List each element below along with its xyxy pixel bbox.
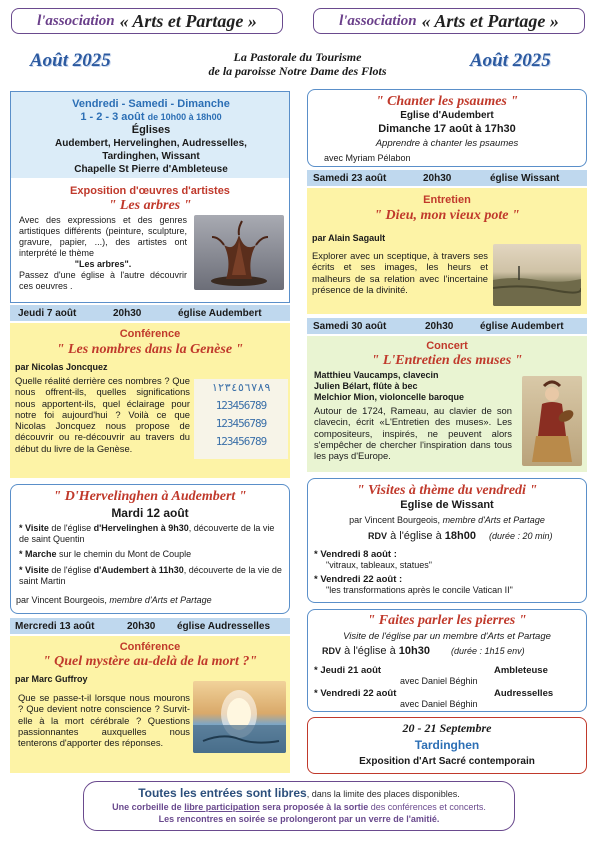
expo-text <box>19 215 187 292</box>
pierres-place-2: Audresselles <box>494 688 554 699</box>
churches-chapel: Chapelle St Pierre d'Ambleteuse <box>74 164 228 175</box>
samedi23-title: " Dieu, mon vieux pote " <box>374 208 520 223</box>
rdv-duration: (durée : 1h15 env) <box>451 646 525 656</box>
visites-by <box>308 515 586 525</box>
rdv-label: RDV <box>322 646 342 656</box>
numbers-row: ١٢٣٤٥٦٧٨٩ <box>211 381 271 394</box>
guide-role: membre d'Arts et Partage <box>109 595 212 605</box>
visites-date-1: * Vendredi 8 août : <box>314 549 397 560</box>
expo-name: " Les arbres " <box>108 198 192 213</box>
pierres-place-1: Ambleteuse <box>494 665 548 676</box>
septembre-dates: 20 - 21 Septembre <box>402 721 492 735</box>
psaumes-date: Dimanche 17 août à 17h30 <box>378 123 516 135</box>
jeudi7-panel <box>10 323 290 478</box>
association-name: « Arts et Partage » <box>421 10 559 31</box>
footer-line-2 <box>84 802 514 812</box>
visites-date-2: * Vendredi 22 août : <box>314 574 403 585</box>
month-title-left: Août 2025 <box>30 50 111 71</box>
basket-exit: sera proposée à la sortie <box>259 802 369 812</box>
numbers-image <box>194 379 288 459</box>
mercredi13-speaker: par Marc Guffroy <box>15 674 88 684</box>
numbers-row: 123456789 <box>215 435 267 448</box>
title-line-1: La Pastorale du Tourisme <box>233 50 362 64</box>
hervelinghen-by <box>16 595 212 605</box>
churches-header <box>11 92 290 178</box>
visit-description: , découverte de la vie de saint Martin <box>19 565 282 586</box>
guide-role: membre d'Arts et Partage <box>442 515 545 525</box>
page-title <box>160 50 435 78</box>
rdv-text: à l'église à <box>387 530 445 542</box>
pierres-date-2: * Vendredi 22 août <box>314 688 397 699</box>
rdv-text: à l'église à <box>341 645 399 657</box>
visites-topic-2: "les transformations après le concile Vatican II" <box>326 585 513 595</box>
pierres-subtitle: Visite de l'église par un membre d'Arts et Partage <box>343 631 551 642</box>
mercredi13-bar <box>10 618 290 634</box>
jeudi7-speaker: par Nicolas Joncquez <box>15 362 108 372</box>
association-name: « Arts et Partage » <box>119 10 257 31</box>
samedi23-speaker: par Alain Sagault <box>312 233 386 243</box>
samedi30-title: " L'Entretien des muses " <box>371 353 523 368</box>
churches-hours: de 10h00 à 18h00 <box>147 112 222 122</box>
hervelinghen-item-2 <box>19 549 285 559</box>
samedi30-musicians <box>314 370 464 403</box>
jeudi7-bar <box>10 305 290 321</box>
psaumes-title: " Chanter les psaumes " <box>375 94 519 109</box>
mercredi13-date: Mercredi 13 août <box>15 620 95 632</box>
jeudi7-date: Jeudi 7 août <box>18 307 77 319</box>
rdv-label: RDV <box>368 531 388 541</box>
churches-dates: 1 - 2 - 3 août <box>80 111 145 123</box>
samedi30-date: Samedi 30 août <box>313 320 387 332</box>
basket-events: des conférences et concerts. <box>368 802 486 812</box>
samedi30-panel <box>307 336 587 472</box>
samedi23-bar <box>307 170 587 186</box>
visites-church: Eglise de Wissant <box>400 499 494 511</box>
pierres-with-2: avec Daniel Béghin <box>400 699 478 709</box>
title-line-2: de la paroisse Notre Dame des Flots <box>208 64 387 78</box>
visites-topic-1: "vitraux, tableaux, statues" <box>326 560 432 570</box>
psaumes-text: Apprendre à chanter les psaumes <box>375 138 519 149</box>
septembre-text: Exposition d'Art Sacré contemporain <box>359 756 535 767</box>
mercredi13-place: église Audresselles <box>177 620 271 632</box>
expo-title: Exposition d'œuvres d'artistes <box>70 185 230 197</box>
rdv-time: 18h00 <box>444 530 476 542</box>
samedi30-text: Autour de 1724, Rameau, au clavier de son clavecin, écrit «L'Entretien des muses». Les compositeurs, inspirés, ne peuvent alors s'empêcher de chercher l'inspiration dans tous les pays d'Europe. <box>314 405 512 462</box>
visites-title: " Visites à thème du vendredi " <box>356 483 538 498</box>
footer-line-3: Les rencontres en soirée se prolongeront par un verre de l'amitié. <box>158 814 440 824</box>
psaumes-with: avec Myriam Pélabon <box>324 153 411 163</box>
footer-line-1 <box>84 786 514 800</box>
samedi23-date: Samedi 23 août <box>313 172 387 184</box>
musician: Melchior Mion, violoncelle baroque <box>314 392 465 402</box>
hervelinghen-date: Mardi 12 août <box>111 506 189 520</box>
mercredi13-title: " Quel mystère au-delà de la mort ?" <box>42 654 258 669</box>
egg-landscape-image <box>193 681 286 753</box>
visit-text: de l'église <box>48 565 94 575</box>
tree-sculpture-image <box>194 215 284 290</box>
samedi23-kind: Entretien <box>423 194 471 206</box>
psaumes-panel <box>307 89 587 167</box>
visit-description: , découverte de la vie de saint Quentin <box>19 523 275 544</box>
jeudi7-text: Quelle réalité derrière ces nombres ? Que nous offrent-ils, quelles significations nous apportent-ils, quel éclairage pour notre foi aujourd'hui ? Voilà ce que Nicolas Joncquez nous propose de découvrir ou re-découvrir au travers du début du livre de la Genèse. <box>15 375 190 454</box>
churches-dates-line <box>11 111 290 123</box>
pierres-rdv <box>322 645 525 657</box>
numbers-row: 123456789 <box>215 417 267 430</box>
samedi23-time: 20h30 <box>423 172 452 184</box>
hervelinghen-item-3 <box>19 565 285 587</box>
mercredi13-time: 20h30 <box>127 620 156 632</box>
visit-place-time: d'Hervelinghen à 9h30 <box>93 523 189 533</box>
hervelinghen-title: " D'Hervelinghen à Audembert " <box>53 489 247 504</box>
visit-place-time: d'Audembert à 11h30 <box>93 565 184 575</box>
pierres-title: " Faites parler les pierres " <box>367 613 527 628</box>
musician: Matthieu Vaucamps, clavecin <box>314 370 439 380</box>
rdv-time: 10h30 <box>398 645 430 657</box>
hervelinghen-item-1 <box>19 523 285 545</box>
samedi23-place: église Wissant <box>490 172 560 184</box>
visit-label: * Visite <box>19 523 49 533</box>
samedi30-kind: Concert <box>426 340 468 352</box>
expo-theme: "Les arbres". <box>74 259 132 269</box>
samedi30-time: 20h30 <box>425 320 454 332</box>
churches-list-1: Audembert, Hervelinghen, Audresselles, <box>55 138 247 149</box>
expo-description: Avec des expressions et des genres artistiques différents (peinture, sculpture, gravure, papier, ...), des artistes ont interprété le thème <box>19 215 187 258</box>
guide-name: par Vincent Bourgeois, <box>349 515 443 525</box>
pierres-with-1: avec Daniel Béghin <box>400 676 478 686</box>
jeudi7-kind: Conférence <box>119 328 181 340</box>
samedi30-place: église Audembert <box>480 320 564 332</box>
association-banner-left <box>11 8 283 34</box>
expo-invitation: Passez d'une église à l'autre découvrir ces oeuvres . <box>19 270 187 291</box>
septembre-place: Tardinghen <box>414 738 480 752</box>
pierres-date-1: * Jeudi 21 août <box>314 665 382 676</box>
free-entry: Toutes les entrées sont libres <box>138 786 307 800</box>
visites-rdv <box>368 530 553 542</box>
rdv-duration: (durée : 20 min) <box>489 531 553 541</box>
free-participation: libre participation <box>184 802 260 812</box>
churches-heading: Églises <box>131 124 171 136</box>
expo-panel <box>10 91 290 303</box>
basket-text: Une corbeille de <box>112 802 185 812</box>
seascape-painting-image <box>493 244 581 306</box>
walk-label: * Marche <box>19 549 57 559</box>
churches-list-2: Tardinghen, Wissant <box>102 151 200 162</box>
footer-notice <box>83 781 515 831</box>
septembre-panel <box>307 717 587 774</box>
jeudi7-title: " Les nombres dans la Genèse " <box>56 342 244 357</box>
visites-panel <box>307 478 587 603</box>
visit-label: * Visite <box>19 565 49 575</box>
samedi23-panel <box>307 188 587 314</box>
association-label: l'association <box>339 12 417 29</box>
mercredi13-text: Que se passe-t-il lorsque nous mourons ? Que devient notre conscience ? Survit-elle à la mort cérébrale ? Questions passionnantes auxquelles nous tenterons d'apporter des réponses. <box>18 692 190 749</box>
musician: Julien Bélart, flûte à bec <box>314 381 418 391</box>
numbers-row: 123456789 <box>215 399 267 412</box>
churches-days: Vendredi - Samedi - Dimanche <box>72 98 230 110</box>
visit-text: de l'église <box>48 523 94 533</box>
hervelinghen-panel <box>10 484 290 614</box>
association-label: l'association <box>37 12 115 29</box>
walk-description: sur le chemin du Mont de Couple <box>56 549 192 559</box>
samedi23-text: Explorer avec un sceptique, à travers ses écrits et ses images, les heurs et malheurs de sa relation avec l'incertaine présence de la divinité. <box>312 250 488 295</box>
mercredi13-panel <box>10 636 290 773</box>
jeudi7-time: 20h30 <box>113 307 142 319</box>
jeudi7-place: église Audembert <box>178 307 262 319</box>
pierres-panel <box>307 609 587 712</box>
month-title-right: Août 2025 <box>470 50 551 71</box>
guide-name: par Vincent Bourgeois, <box>16 595 110 605</box>
mercredi13-kind: Conférence <box>119 641 181 653</box>
association-banner-right <box>313 8 585 34</box>
free-entry-note: , dans la limite des places disponibles. <box>306 789 460 799</box>
muse-painting-image <box>522 376 582 466</box>
samedi30-bar <box>307 318 587 334</box>
psaumes-church: Eglise d'Audembert <box>400 110 494 121</box>
